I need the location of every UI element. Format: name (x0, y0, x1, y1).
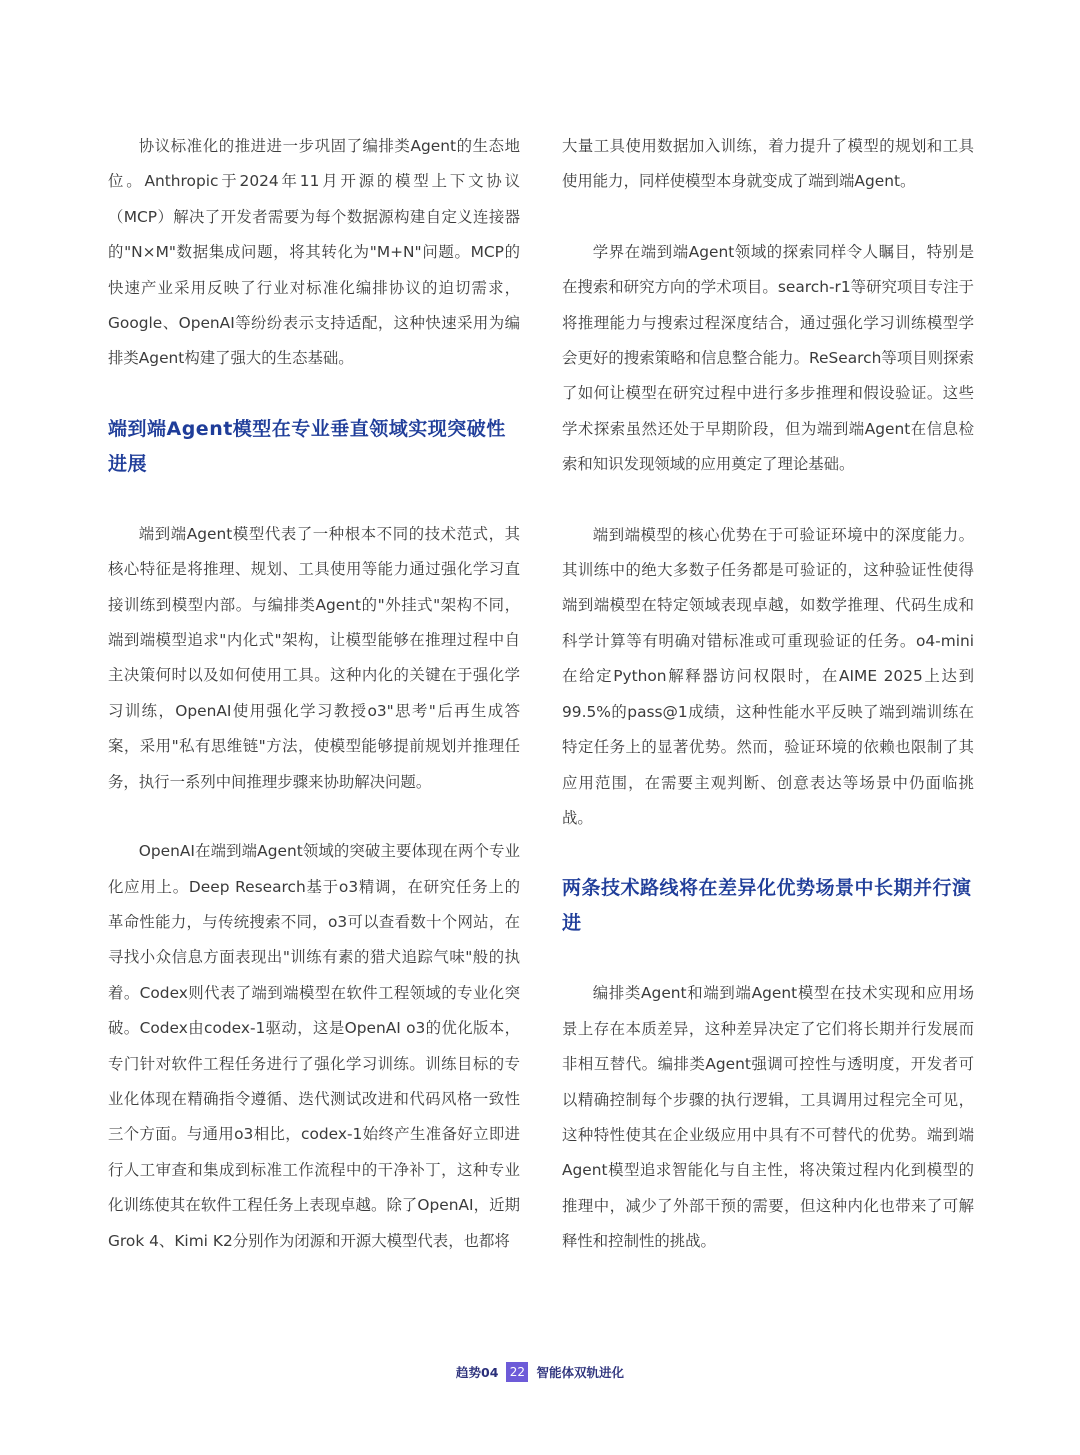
page-number-badge: 22 (506, 1362, 528, 1382)
footer-section-label: 趋势04 (456, 1365, 499, 1380)
paragraph-core-advantage: 端到端模型的核心优势在于可验证环境中的深度能力。其训练中的绝大多数子任务都是可验证的，这种验证性使得端到端模型在特定领域表现卓越，如数学推理、代码生成和科学计算等有明确对错标准或可重现验证的任务。o4-mini在给定Python解释器访问权限时，在AIME 2025上达到99.5%的pass@1成绩，这种性能水平反映了端到端训练在特定任务上的显著优势。然而，验证环境的依赖也限制了其应用范围，在需要主观判断、创意表达等场景中仍面临挑战。 (562, 525, 974, 827)
paragraph-end-to-end-paradigm: 端到端Agent模型代表了一种根本不同的技术范式，其核心特征是将推理、规划、工具使用等能力通过强化学习直接训练到模型内部。与编排类Agent的"外挂式"架构不同，端到端模型追求"内化式"架构，让模型能够在推理过程中自主决策何时以及如何使用工具。这种内化的关键在于强化学习训练，OpenAI使用强化学习教授o3"思考"后再生成答案，采用"私有思维链"方法，使模型能够提前规划并推理任务，执行一系列中间推理步骤来协助解决问题。 (108, 524, 520, 791)
right-column (562, 129, 974, 1260)
paragraph-openai-breakthrough: OpenAI在端到端Agent领域的突破主要体现在两个专业化应用上。Deep Research基于o3精调，在研究任务上的革命性能力，与传统搜索不同，o3可以查看数十个网站，在寻找小众信息方面表现出"训练有素的猎犬追踪气味"般的执着。Codex则代表了端到端模型在软件工程领域的专业化突破。Codex由codex-1驱动，这是OpenAI o3的优化版本，专门针对软件工程任务进行了强化学习训练。训练目标的专业化体现在精确指令遵循、迭代测试改进和代码风格一致性三个方面。与通用o3相比，codex-1始终产生准备好立即进行人工审查和集成到标准工作流程中的干净补丁，这种专业化训练使其在软件工程任务上表现卓越。除了OpenAI，近期Grok 4、Kimi K2分别作为闭源和开源大模型代表，也都将 (108, 842, 520, 1250)
page-footer (0, 1361, 1080, 1383)
paragraph-protocol-standardization: 协议标准化的推进进一步巩固了编排类Agent的生态地位。Anthropic于2024年11月开源的模型上下文协议（MCP）解决了开发者需要为每个数据源构建自定义连接器的"N×M"数据集成问题，将其转化为"M+N"问题。MCP的快速产业采用反映了行业对标准化编排协议的迫切需求，Google、OpenAI等纷纷表示支持适配，这种快速采用为编排类Agent构建了强大的生态基础。 (108, 137, 520, 368)
paragraph-academic-exploration: 学界在端到端Agent领域的探索同样令人瞩目，特别是在搜索和研究方向的学术项目。search-r1等研究项目专注于将推理能力与搜索过程深度结合，通过强化学习训练模型学会更好的搜索策略和信息整合能力。ReSearch等项目则探索了如何让模型在研究过程中进行多步推理和假设验证。这些学术探索虽然还处于早期阶段，但为端到端Agent在信息检索和知识发现领域的应用奠定了理论基础。 (562, 242, 974, 474)
section-heading-end-to-end: 端到端Agent模型在专业垂直领域实现突破性进展 (108, 417, 506, 475)
footer-title: 智能体双轨进化 (536, 1365, 624, 1380)
section-heading-parallel-evolution: 两条技术路线将在差异化优势场景中长期并行演进 (562, 877, 972, 935)
left-column (108, 129, 520, 1259)
paragraph-two-routes: 编排类Agent和端到端Agent模型在技术实现和应用场景上存在本质差异，这种差异决定了它们将长期并行发展而非相互替代。编排类Agent强调可控性与透明度，开发者可以精确控制每个步骤的执行逻辑，工具调用过程完全可见，这种特性使其在企业级应用中具有不可替代的优势。端到端Agent模型追求智能化与自主性，将决策过程内化到模型的推理中，减少了外部干预的需要，但这种内化也带来了可解释性和控制性的挑战。 (562, 984, 974, 1251)
paragraph-continuation: 大量工具使用数据加入训练，着力提升了模型的规划和工具使用能力，同样使模型本身就变成了端到端Agent。 (562, 137, 974, 191)
